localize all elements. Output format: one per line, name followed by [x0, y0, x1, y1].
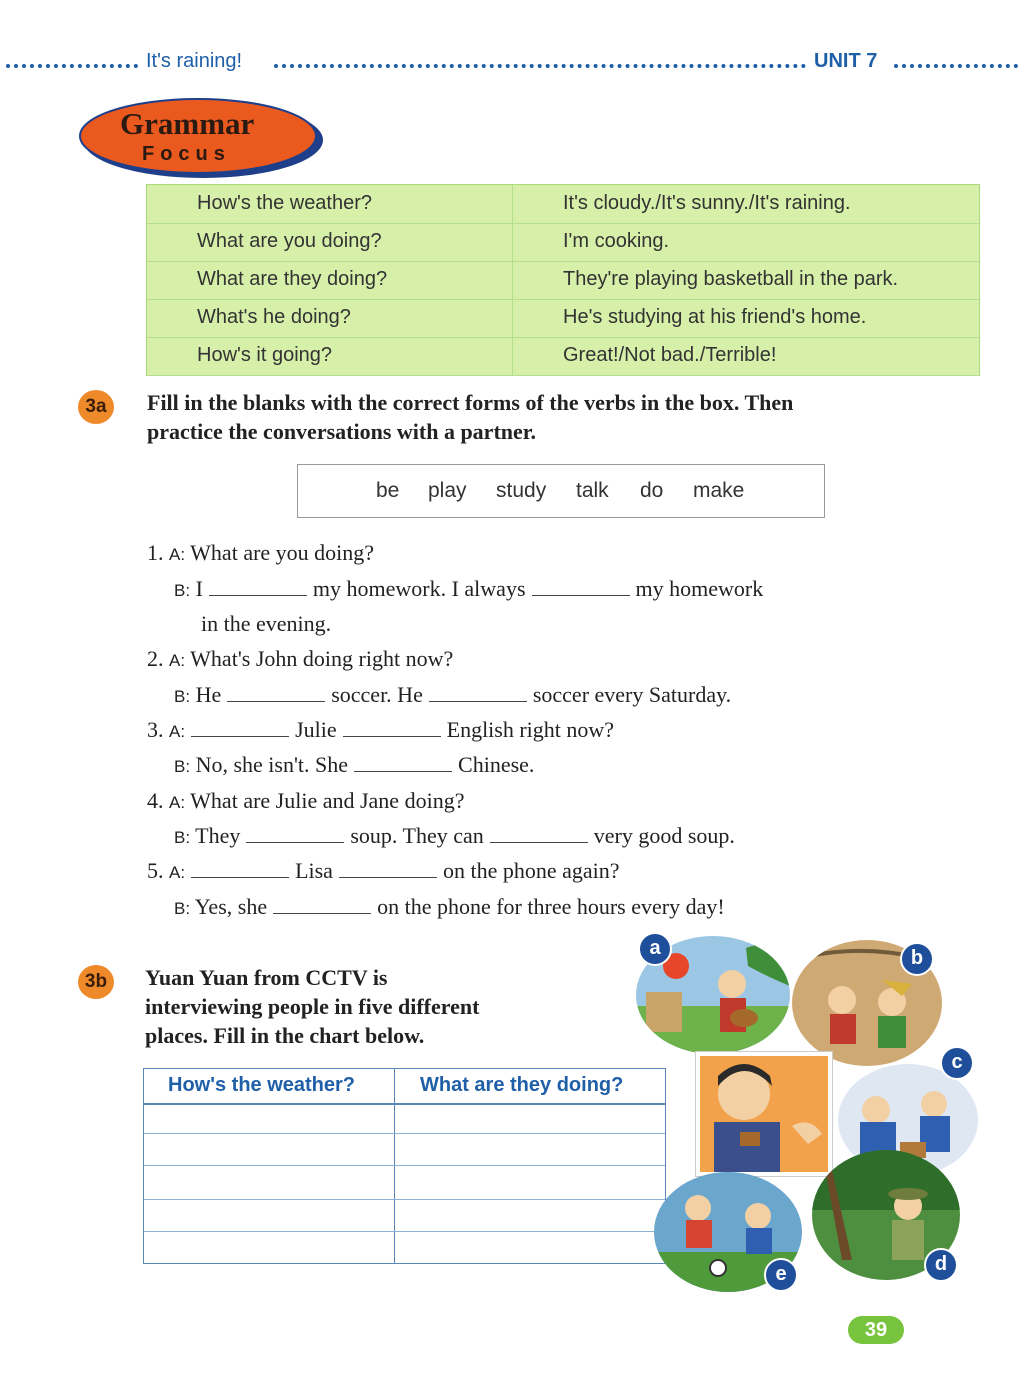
exercise-number: 3. [147, 717, 164, 742]
exercise-number: 5. [147, 858, 164, 883]
speaker-label: A: [169, 545, 186, 564]
chart-row-line [144, 1199, 665, 1200]
speaker-label: A: [169, 651, 186, 670]
grammar-question: What's he doing? [197, 306, 351, 328]
answer-blank[interactable] [490, 824, 588, 843]
verb-word: play [428, 479, 467, 502]
instruction-line: Yuan Yuan from CCTV is [145, 965, 388, 990]
exercise-number: 4. [147, 788, 164, 813]
header-dots-middle [274, 64, 806, 68]
exercise-text: Julie [295, 717, 337, 742]
answer-blank[interactable] [354, 753, 452, 772]
answer-blank[interactable] [343, 718, 441, 737]
speaker-label: A: [169, 863, 186, 882]
instruction-line: practice the conversations with a partner. [147, 419, 537, 444]
section-3a-badge: 3a [78, 390, 114, 424]
exercise-text: my homework [635, 576, 764, 601]
exercise-number: 1. [147, 540, 164, 565]
exercise-2-a [147, 646, 453, 672]
answer-blank[interactable] [191, 859, 289, 878]
exercise-text: They [195, 823, 241, 848]
exercise-text: soccer. He [331, 682, 423, 707]
chart-row-line [144, 1231, 665, 1232]
section-3b-instruction [145, 963, 479, 1050]
exercise-1-b [174, 576, 763, 602]
exercise-2-b [174, 682, 731, 708]
exercise-1-a [147, 540, 374, 566]
speaker-label: B: [174, 757, 191, 776]
section-3a-instruction [147, 388, 793, 446]
unit-label: UNIT 7 [814, 50, 878, 72]
grammar-answer: It's cloudy./It's sunny./It's raining. [563, 192, 851, 214]
exercise-text: No, she isn't. She [195, 752, 349, 777]
interview-chart [143, 1068, 666, 1264]
answer-blank[interactable] [532, 577, 630, 596]
reporter-yuan-yuan [700, 1056, 828, 1172]
exercise-text: Lisa [295, 858, 333, 883]
picture-label-c: c [940, 1046, 974, 1080]
speaker-label: B: [174, 581, 191, 600]
answer-blank[interactable] [339, 859, 437, 878]
reporter-picture-frame [696, 1052, 832, 1176]
exercise-3-a [147, 717, 614, 743]
grammar-answer: Great!/Not bad./Terrible! [563, 344, 777, 366]
grammar-question: How's it going? [197, 344, 332, 366]
exercise-1-b-cont: in the evening. [201, 611, 332, 636]
grammar-question: How's the weather? [197, 192, 373, 214]
chart-column-divider [394, 1069, 395, 1263]
header-dots-right [894, 64, 1018, 68]
grammar-focus-badge [78, 96, 324, 180]
picture-label-e: e [764, 1258, 798, 1292]
exercise-text: my homework. I always [312, 576, 526, 601]
grammar-focus-title: Grammar [120, 106, 255, 141]
chart-header-activity: What are they doing? [420, 1074, 624, 1096]
answer-blank[interactable] [429, 683, 527, 702]
answer-blank[interactable] [273, 895, 371, 914]
speaker-label: B: [174, 687, 191, 706]
grammar-row [147, 185, 979, 224]
header-dots-left [6, 64, 138, 68]
chart-row-line [144, 1133, 665, 1134]
grammar-answer: They're playing basketball in the park. [563, 268, 899, 290]
picture-label-b: b [900, 942, 934, 976]
verb-word: make [693, 479, 745, 502]
speaker-label: A: [169, 793, 186, 812]
exercise-number: 2. [147, 646, 164, 671]
picture-label-a: a [638, 932, 672, 966]
grammar-row [147, 299, 979, 338]
answer-blank[interactable] [246, 824, 344, 843]
section-3b-badge: 3b [78, 965, 114, 999]
verb-word: do [640, 479, 664, 502]
grammar-row [147, 337, 979, 376]
instruction-line: places. Fill in the chart below. [145, 1023, 425, 1048]
answer-blank[interactable] [227, 683, 325, 702]
exercise-5-a [147, 858, 620, 884]
verb-word: talk [576, 479, 609, 502]
picture-label-d: d [924, 1248, 958, 1282]
grammar-answer: He's studying at his friend's home. [563, 306, 867, 328]
verb-word: be [376, 479, 400, 502]
exercise-text: What's John doing right now? [190, 646, 454, 671]
grammar-column-divider [512, 185, 513, 375]
exercise-text: soccer every Saturday. [532, 682, 732, 707]
exercise-text: What are you doing? [190, 540, 375, 565]
grammar-row [147, 223, 979, 262]
exercise-3-b [174, 752, 534, 778]
exercise-text: I [195, 576, 203, 601]
verb-word-box [297, 464, 825, 518]
exercise-text: English right now? [446, 717, 615, 742]
speaker-label: A: [169, 722, 186, 741]
grammar-answer: I'm cooking. [563, 230, 670, 252]
chart-header-weather: How's the weather? [168, 1074, 356, 1096]
instruction-line: Fill in the blanks with the correct forms of the verbs in the box. Then [147, 390, 794, 415]
page-header [6, 48, 1018, 78]
grammar-focus-subtitle: Focus [142, 143, 231, 165]
exercise-text: Yes, she [194, 894, 268, 919]
exercise-text: on the phone for three hours every day! [377, 894, 725, 919]
grammar-row [147, 261, 979, 300]
exercise-4-b [174, 823, 735, 849]
exercise-text: on the phone again? [442, 858, 620, 883]
speaker-label: B: [174, 899, 191, 918]
exercise-4-a [147, 788, 464, 814]
instruction-line: interviewing people in five different [145, 994, 480, 1019]
speaker-label: B: [174, 828, 191, 847]
exercise-text: Chinese. [458, 752, 535, 777]
grammar-question: What are they doing? [197, 268, 388, 290]
grammar-focus-table [146, 184, 980, 376]
exercise-text: soup. They can [350, 823, 484, 848]
exercise-5-b [174, 894, 725, 920]
exercise-text: very good soup. [593, 823, 735, 848]
exercise-text: He [195, 682, 222, 707]
grammar-question: What are you doing? [197, 230, 382, 252]
page-number: 39 [848, 1316, 904, 1344]
answer-blank[interactable] [209, 577, 307, 596]
exercise-text: What are Julie and Jane doing? [190, 788, 465, 813]
answer-blank[interactable] [191, 718, 289, 737]
lesson-title: It's raining! [146, 50, 243, 72]
verb-word: study [496, 479, 547, 502]
chart-row-line [144, 1165, 665, 1166]
